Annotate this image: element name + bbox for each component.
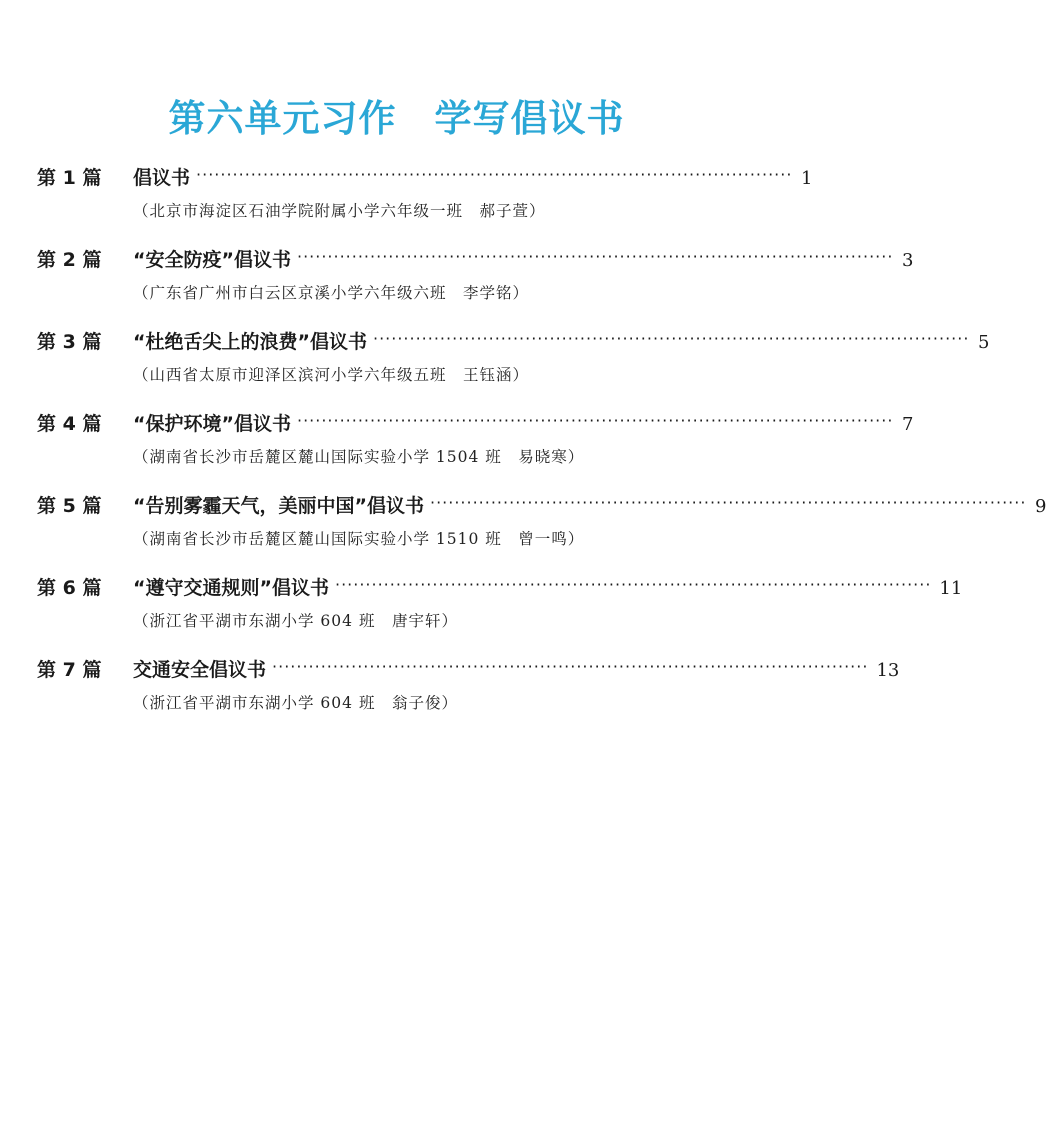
entry-page-number: 5 [977,332,990,353]
entry-page-number: 9 [1034,496,1046,517]
toc-entry[interactable] [37,570,963,652]
table-of-contents [37,160,1046,734]
entry-number: 第 7 篇 [37,659,102,681]
dot-leader: ·································································································· [296,411,894,430]
entry-title[interactable]: 交通安全倡议书 [133,659,267,681]
toc-entry[interactable] [37,242,914,324]
entry-author-source: （浙江省平湖市东湖小学 604 班 唐宇轩） [133,612,458,630]
entry-title[interactable]: “安全防疫”倡议书 [133,249,291,271]
entry-title[interactable]: “保护环境”倡议书 [133,413,291,435]
entry-number: 第 3 篇 [37,331,102,353]
entry-number: 第 1 篇 [37,167,102,189]
dot-leader: ·································································································· [296,247,894,266]
entry-number: 第 4 篇 [37,413,102,435]
toc-entry[interactable] [37,488,1046,570]
entry-number: 第 6 篇 [37,577,102,599]
page-title: 第六单元习作 学写倡议书 [168,97,625,140]
entry-page-number: 13 [876,660,900,681]
entry-author-source: （山西省太原市迎泽区滨河小学六年级五班 王钰涵） [133,366,530,384]
toc-entry[interactable] [37,652,900,734]
entry-author-source: （广东省广州市白云区京溪小学六年级六班 李学铭） [133,284,530,302]
entry-title[interactable]: “杜绝舌尖上的浪费”倡议书 [133,331,367,353]
entry-page-number: 11 [939,578,963,599]
entry-page-number: 1 [800,168,813,189]
toc-entry[interactable] [37,324,990,406]
entry-page-number: 3 [901,250,914,271]
entry-author-source: （湖南省长沙市岳麓区麓山国际实验小学 1504 班 易晓寒） [133,448,585,466]
dot-leader: ·································································································· [334,575,932,594]
entry-number: 第 2 篇 [37,249,102,271]
entry-author-source: （北京市海淀区石油学院附属小学六年级一班 郝子萱） [133,202,546,220]
entry-page-number: 7 [901,414,914,435]
entry-number: 第 5 篇 [37,495,102,517]
toc-entry[interactable] [37,406,914,488]
dot-leader: ·································································································· [429,493,1027,512]
entry-author-source: （浙江省平湖市东湖小学 604 班 翁子俊） [133,694,458,712]
toc-entry[interactable] [37,160,813,242]
dot-leader: ·································································································· [272,657,869,676]
entry-author-source: （湖南省长沙市岳麓区麓山国际实验小学 1510 班 曾一鸣） [133,530,585,548]
entry-title[interactable]: “告别雾霾天气，美丽中国”倡议书 [133,495,424,517]
dot-leader: ·································································································· [372,329,970,348]
dot-leader: ·································································································· [196,165,793,184]
entry-title[interactable]: “遵守交通规则”倡议书 [133,577,329,599]
entry-title[interactable]: 倡议书 [133,167,191,189]
